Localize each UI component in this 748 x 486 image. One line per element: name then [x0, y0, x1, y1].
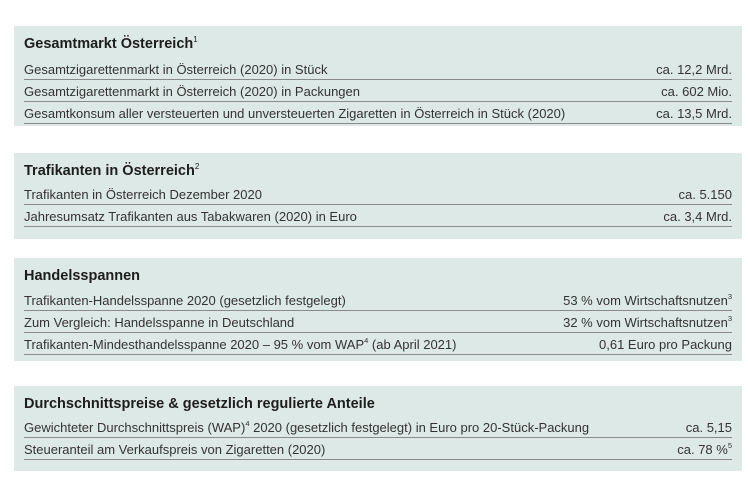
row-value: ca. 3,4 Mrd. — [663, 209, 732, 224]
row-label: Gesamtzigarettenmarkt in Österreich (2020) in Packungen — [24, 84, 360, 99]
table-row — [24, 333, 732, 355]
section-trafikanten — [14, 153, 742, 239]
row-value — [677, 442, 732, 457]
row-label: Jahresumsatz Trafikanten aus Tabakwaren (2020) in Euro — [24, 209, 357, 224]
table-row — [24, 183, 732, 205]
table-row — [24, 289, 732, 311]
table-row — [24, 58, 732, 80]
table-row — [24, 80, 732, 102]
row-value-text: 53 % vom Wirtschaftsnutzen — [563, 293, 728, 308]
row-label — [24, 420, 589, 435]
table-row — [24, 438, 732, 460]
footnote-marker: 5 — [727, 441, 732, 450]
table-row — [24, 205, 732, 227]
row-label-suffix: 2020 (gesetzlich festgelegt) in Euro pro 20-Stück-Packung — [249, 420, 590, 435]
row-label: Gesamtzigarettenmarkt in Österreich (2020) in Stück — [24, 62, 328, 77]
row-value: 0,61 Euro pro Packung — [599, 337, 732, 352]
row-value: ca. 13,5 Mrd. — [656, 106, 732, 121]
table-row — [24, 416, 732, 438]
row-label: Steueranteil am Verkaufspreis von Zigaretten (2020) — [24, 442, 326, 457]
table-row — [24, 102, 732, 124]
section-title — [24, 268, 140, 284]
footnote-marker: 1 — [193, 35, 198, 44]
section-title — [24, 396, 375, 412]
section-title-text: Trafikanten in Österreich — [24, 163, 195, 179]
row-label — [24, 337, 456, 352]
row-value: ca. 5.150 — [678, 187, 732, 202]
footnote-marker: 4 — [245, 419, 250, 428]
section-gesamtmarkt — [14, 26, 742, 126]
table-row — [24, 311, 732, 333]
row-value: ca. 12,2 Mrd. — [656, 62, 732, 77]
footnote-marker: 2 — [194, 162, 200, 171]
section-handelsspannen — [14, 258, 742, 361]
footnote-marker: 3 — [727, 314, 732, 323]
row-label: Trafikanten-Handelsspanne 2020 (gesetzlich festgelegt) — [24, 293, 346, 308]
row-label: Gesamtkonsum aller versteuerten und unversteuerten Zigaretten in Österreich in Stück (2020) — [24, 106, 566, 121]
section-title — [24, 36, 198, 52]
row-label-text: Gewichteter Durchschnittspreis (WAP) — [24, 420, 246, 435]
section-title-text: Gesamtmarkt Österreich — [24, 36, 194, 52]
footnote-marker: 4 — [364, 336, 369, 345]
section-title-text: Handelsspannen — [24, 268, 141, 284]
section-title-text: Durchschnittspreise & gesetzlich regulierte Anteile — [24, 396, 375, 412]
row-value: ca. 5,15 — [685, 420, 732, 435]
row-value-text: ca. 78 % — [677, 442, 728, 457]
row-label: Trafikanten in Österreich Dezember 2020 — [24, 187, 262, 202]
row-label: Zum Vergleich: Handelsspanne in Deutschland — [24, 315, 295, 330]
row-value — [563, 293, 732, 308]
row-label-suffix: (ab April 2021) — [368, 337, 457, 352]
row-value — [563, 315, 732, 330]
row-value: ca. 602 Mio. — [661, 84, 732, 99]
footnote-marker: 3 — [727, 292, 732, 301]
section-durchschnittspreise — [14, 386, 742, 471]
row-label-text: Trafikanten-Mindesthandelsspanne 2020 – 95 % vom WAP — [24, 337, 365, 352]
section-title — [24, 163, 199, 179]
row-value-text: 32 % vom Wirtschaftsnutzen — [563, 315, 728, 330]
